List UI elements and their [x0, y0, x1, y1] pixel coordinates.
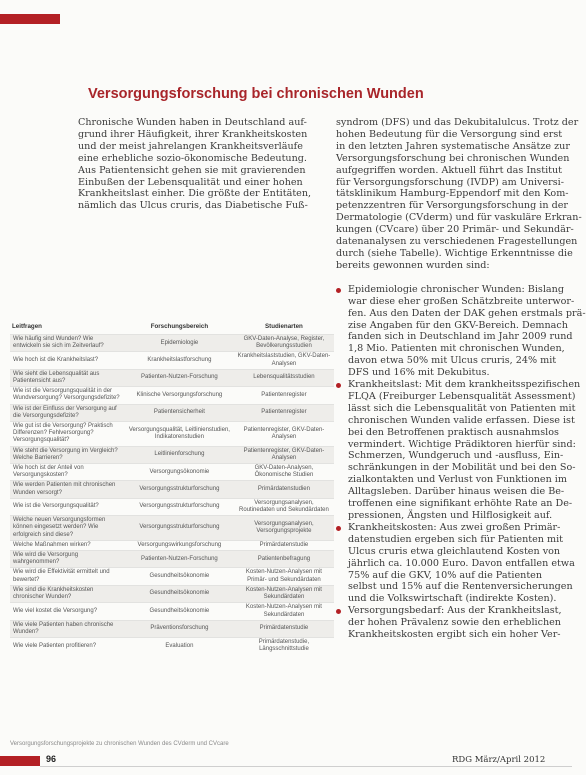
text-line: und der meist jahrelangen Krankheitsverläufe [78, 140, 303, 152]
table-caption: Versorgungsforschungsprojekte zu chronischen Wunden des CVderm und CVcare [10, 741, 229, 747]
cell-forschungsbereich: Patienten-Nutzen-Forschung [125, 551, 234, 568]
text-line: Krankheitslast: Mit dem krankheitsspezifischen [348, 379, 581, 391]
table-row [10, 464, 334, 481]
cell-studienart: Primärdatenstudie, Längsschnittstudie [234, 638, 334, 655]
cell-forschungsbereich: Versorgungsstrukturforschung [125, 481, 234, 498]
text-line: petenzzentren für Versorgungsforschung in der [336, 200, 569, 212]
cell-studienart: Lebensqualitätsstudien [234, 369, 334, 386]
cell-studienart: Patientenregister [234, 387, 334, 404]
research-projects-table [10, 322, 334, 655]
text-line: Einbußen der Lebensqualität und einer hohen [78, 176, 303, 188]
cell-studienart: Patientenregister, GKV-Daten-Analysen [234, 422, 334, 447]
col-header-studienarten: Studienarten [265, 323, 303, 330]
text-line: datenanalysen zu verschiedenen Fragestellungen [336, 236, 578, 248]
cell-forschungsbereich: Versorgungsstrukturforschung [125, 498, 234, 515]
cell-forschungsbereich: Klinische Versorgungsforschung [125, 387, 234, 404]
text-line: pressionen, Ängsten und Hilflosigkeit auf. [348, 510, 553, 521]
cell-studienart: Patientenbefragung [234, 551, 334, 568]
cell-studienart: Primärdatenstudie [234, 620, 334, 637]
text-line: zialkontakten und Verlust von Funktionen im [348, 474, 567, 486]
text-line: und die Volkswirtschaft (indirekte Kosten). [348, 593, 557, 605]
table-row [10, 446, 334, 463]
cell-leitfrage: Wie häufig sind Wunden? Wie entwickeln sie sich im Zeitverlauf? [10, 335, 125, 352]
cell-leitfrage: Wie sind die Krankheitskosten chronischer Wunden? [10, 585, 125, 602]
text-line: chronischen Wunden valide erfassen. Diese ist [348, 414, 575, 426]
list-item [336, 605, 562, 641]
bullet-dot-icon [336, 288, 341, 293]
cell-forschungsbereich: Leitlinienforschung [125, 446, 234, 463]
footer-color-bar [0, 756, 40, 766]
text-line: datenstudien ergeben sich für Patienten mit [348, 533, 564, 545]
cell-studienart: Primärdatenstudie [234, 540, 334, 550]
text-line: lässt sich die Lebensqualität von Patienten mit [348, 402, 576, 414]
cell-studienart: Kosten-Nutzen-Analysen mit Sekundärdaten [234, 585, 334, 602]
cell-studienart: GKV-Daten-Analyse, Register, Bevölkerungsstudien [234, 335, 334, 352]
text-line: vermindert. Wichtige Prädiktoren hierfür sind: [348, 438, 576, 450]
table-row [10, 638, 334, 655]
text-line: fen. Aus den Daten der DAK gehen erstmals prä- [348, 307, 586, 319]
cell-leitfrage: Wie wird die Versorgung wahrgenommen? [10, 551, 125, 568]
text-line: Krankheitskosten: Aus zwei großen Primär- [348, 521, 561, 533]
cell-forschungsbereich: Versorgungswirkungsforschung [125, 540, 234, 550]
cell-studienart: Versorgungsanalysen, Versorgungsprojekte [234, 516, 334, 541]
cell-leitfrage: Wie sieht die Lebensqualität aus Patientensicht aus? [10, 369, 125, 386]
text-line: durch (siehe Tabelle). Wichtige Erkenntnisse die [336, 247, 573, 259]
text-line: Epidemiologie chronischer Wunden: Bislang [348, 283, 564, 295]
cell-forschungsbereich: Gesundheitsökonomie [125, 585, 234, 602]
text-line: Versorgungsbedarf: Aus der Krankheitslast, [348, 605, 562, 617]
cell-forschungsbereich: Versorgungsqualität, Leitlinienstudien, Indikatorenstudien [125, 422, 234, 447]
text-line: der hohen Prävalenz sowie den erheblichen [348, 617, 561, 629]
text-line: Aus Patientensicht gehen sie mit gravierenden [78, 164, 306, 176]
text-line: Krankheitslast einher. Die größte der Entitäten, [78, 188, 312, 200]
article-title: Versorgungsforschung bei chronischen Wunden [88, 86, 424, 102]
text-line: troffenen eine signifikant erhöhte Rate an De- [348, 498, 573, 510]
text-line: Chronische Wunden haben in Deutschland auf- [78, 117, 307, 128]
text-line: bei den Betroffenen praktisch ausnahmslos [348, 426, 559, 438]
footer-rule [40, 766, 572, 767]
text-line: war diese eher großen Schätzbreite unterwor- [348, 295, 575, 307]
text-line: für Versorgungsforschung (IVDP) am Universi- [336, 176, 564, 188]
cell-forschungsbereich: Versorgungsökonomie [125, 464, 234, 481]
bullet-dot-icon [336, 526, 341, 531]
cell-leitfrage: Wie viele Patienten profitieren? [10, 638, 125, 655]
cell-studienart: Kosten-Nutzen-Analysen mit Sekundärdaten [234, 603, 334, 620]
cell-leitfrage: Wie ist der Einfluss der Versorgung auf die Versorgungsdefizite? [10, 404, 125, 421]
table-row [10, 603, 334, 620]
cell-leitfrage: Wie ist die Versorgungsqualität in der Wundversorgung? Versorgungsdefizite? [10, 387, 125, 404]
cell-studienart: Kosten-Nutzen-Analysen mit Primär- und Sekundärdaten [234, 568, 334, 585]
text-line: in den letzten Jahren systematische Ansätze zur [336, 140, 570, 152]
table-row [10, 422, 334, 447]
text-line: FLQA (Freiburger Lebensqualität Assessment) [348, 390, 576, 402]
article-text-right [336, 117, 586, 641]
article-intro-left [78, 117, 330, 212]
cell-leitfrage: Wie ist die Versorgungsqualität? [10, 498, 125, 515]
text-line: schränkungen in der Mobilität und bei den So- [348, 462, 576, 474]
cell-forschungsbereich: Versorgungsstrukturforschung [125, 516, 234, 541]
bullet-dot-icon [336, 383, 341, 388]
cell-studienart: Primärdatenstudien [234, 481, 334, 498]
findings-list [336, 283, 586, 641]
right-paragraph [336, 117, 582, 272]
cell-leitfrage: Wie viel kostet die Versorgung? [10, 603, 125, 620]
section-label [14, 13, 94, 25]
table-header-row [10, 322, 334, 335]
text-line: aufgegriffen worden. Aktuell führt das Institut [336, 164, 563, 176]
cell-leitfrage: Welche neuen Versorgungsformen können eingesetzt werden? Wie erfolgreich sind diese? [10, 516, 125, 541]
issue-label: RDG März/April 2012 [452, 755, 546, 765]
text-line: 75% auf die GKV, 10% auf die Patienten [348, 569, 543, 581]
list-item [336, 379, 581, 522]
table-row [10, 568, 334, 585]
table-row [10, 404, 334, 421]
table-row [10, 481, 334, 498]
cell-leitfrage: Wie gut ist die Versorgung? Praktisch Differenzen? Fehlversorgung? Versorgungsqualität? [10, 422, 125, 447]
text-line: DFS und 16% mit Dekubitus. [348, 367, 490, 379]
cell-forschungsbereich: Gesundheitsökonomie [125, 568, 234, 585]
table-row [10, 516, 334, 541]
table-row [10, 387, 334, 404]
table-row [10, 551, 334, 568]
text-line: grund ihrer Häufigkeit, ihrer Krankheitskosten [78, 128, 308, 140]
text-line: zise Angaben für den GKV-Bereich. Demnach [348, 319, 568, 331]
list-item [336, 283, 586, 379]
cell-studienart: Versorgungsanalysen, Routinedaten und Sekundärdaten [234, 498, 334, 515]
table-row [10, 540, 334, 550]
text-line: Dermatologie (CVderm) und für vaskuläre Erkran- [336, 212, 582, 224]
text-line: bereits gewonnen wurden sind: [336, 259, 490, 271]
cell-leitfrage: Wie werden Patienten mit chronischen Wunden versorgt? [10, 481, 125, 498]
cell-forschungsbereich: Krankheitslastforschung [125, 352, 234, 369]
table-row [10, 335, 334, 352]
table-row [10, 352, 334, 369]
text-line: 1,8 Mio. Patienten mit chronischen Wunden, [348, 343, 565, 355]
text-line: nämlich das Ulcus cruris, das Diabetische Fuß- [78, 200, 308, 212]
cell-studienart: Patientenregister, GKV-Daten-Analysen [234, 446, 334, 463]
text-line: fanden sich in Deutschland im Jahr 2009 rund [348, 331, 573, 343]
text-line: selbst und 15% auf die Rentenversicherungen [348, 581, 573, 593]
text-line: Krankheitskosten ergibt sich ein hoher Ver- [348, 629, 561, 641]
cell-forschungsbereich: Gesundheitsökonomie [125, 603, 234, 620]
cell-forschungsbereich: Evaluation [125, 638, 234, 655]
text-line: tätsklinikum Hamburg-Eppendorf mit den Kom- [336, 188, 569, 200]
text-line: davon etwa 50% mit Ulcus cruris, 24% mit [348, 355, 557, 367]
cell-studienart: Patientenregister [234, 404, 334, 421]
cell-leitfrage: Wie hoch ist der Anteil von Versorgungskosten? [10, 464, 125, 481]
text-line: Alltagsleben. Darüber hinaus weisen die Be- [348, 486, 565, 498]
text-line: hohen Bedeutung für die Versorgung sind erst [336, 128, 563, 140]
list-item [336, 521, 575, 605]
text-line: Versorgungsforschung bei chronischen Wunden [336, 152, 570, 164]
table-row [10, 498, 334, 515]
cell-leitfrage: Wie hoch ist die Krankheitslast? [10, 352, 125, 369]
col-header-leitfragen: Leitfragen [12, 323, 42, 330]
table-row [10, 585, 334, 602]
page-number: 96 [46, 754, 57, 764]
table-row [10, 620, 334, 637]
text-line: eine erhebliche sozio-ökonomische Bedeutung. [78, 152, 307, 164]
text-line: Schmerzen, Wundgeruch und -ausfluss, Ein- [348, 450, 564, 462]
cell-leitfrage: Wie wird die Effektivität ermittelt und bewertet? [10, 568, 125, 585]
table-row [10, 369, 334, 386]
cell-forschungsbereich: Präventionsforschung [125, 620, 234, 637]
bullet-dot-icon [336, 609, 341, 614]
text-line: Ulcus cruris etwa gleichlautend Kosten von [348, 545, 561, 557]
cell-studienart: Krankheitslaststudien, GKV-Daten-Analysen [234, 352, 334, 369]
text-line: jährlich ca. 10.000 Euro. Davon entfallen etwa [348, 557, 575, 569]
cell-leitfrage: Welche Maßnahmen wirken? [10, 540, 125, 550]
text-line: kungen (CVcare) über 20 Primär- und Sekundär- [336, 224, 574, 236]
cell-leitfrage: Wie viele Patienten haben chronische Wunden? [10, 620, 125, 637]
text-line: syndrom (DFS) und das Dekubitalulcus. Trotz der [336, 117, 579, 128]
cell-forschungsbereich: Epidemiologie [125, 335, 234, 352]
col-header-forschungsbereich: Forschungsbereich [150, 323, 209, 330]
cell-leitfrage: Wie steht die Versorgung im Vergleich? Welche Barrieren? [10, 446, 125, 463]
cell-forschungsbereich: Patientensicherheit [125, 404, 234, 421]
cell-forschungsbereich: Patienten-Nutzen-Forschung [125, 369, 234, 386]
cell-studienart: GKV-Daten-Analysen, Ökonomische Studien [234, 464, 334, 481]
